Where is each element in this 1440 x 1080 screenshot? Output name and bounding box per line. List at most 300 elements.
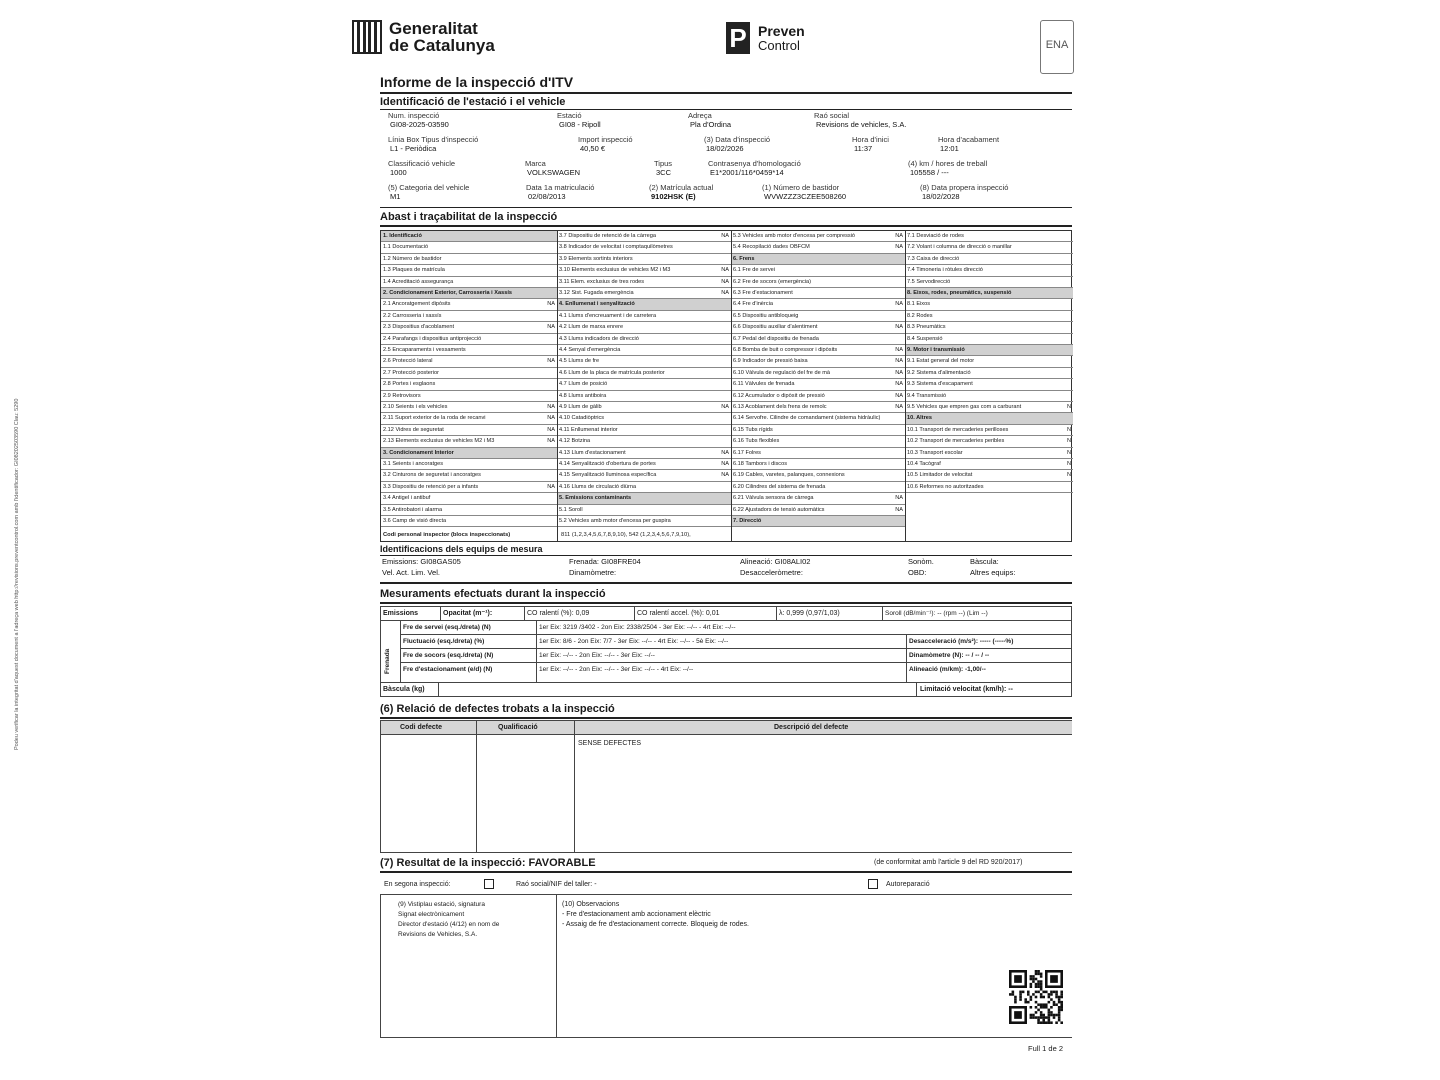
measurements-table (380, 606, 1072, 698)
generalitat-emblem-icon (352, 20, 382, 54)
qr-module (1040, 1016, 1043, 1019)
qr-module (1060, 1003, 1063, 1006)
co-accel-field: CO ralentí accel. (%): 0,01 (637, 610, 720, 617)
scope-item-label: 10.1 Transport de mercaderies perilloses (907, 426, 1009, 433)
inspector-code-row (380, 530, 1072, 542)
scope-item-na: NA (547, 426, 555, 433)
scope-item (731, 459, 905, 470)
taller-label: Raó social/NIF del taller: - (516, 881, 597, 888)
scope-item (381, 322, 557, 333)
scope-item-label: 6.1 Fre de servei (733, 267, 775, 274)
qr-module (1019, 993, 1022, 996)
scope-item-na: NA (547, 438, 555, 445)
scope-item (731, 322, 905, 333)
qr-module (1019, 998, 1022, 1001)
qr-module (1040, 1003, 1043, 1006)
equip-field: Emissions: GI08GAS05 (382, 557, 461, 566)
scope-item-label: 4.7 Llum de posició (559, 381, 608, 388)
scope-item (731, 413, 905, 424)
scope-item (731, 391, 905, 402)
scope-item (731, 425, 905, 436)
scope-item-label: 9.4 Transmissió (907, 392, 947, 399)
scope-item-label: 7.2 Volant i columna de direcció o manillar (907, 244, 1012, 251)
scope-item-label: 3.6 Camp de visió directa (383, 518, 447, 524)
qr-module (1035, 985, 1038, 988)
scope-item-label: 6.4 Fre d'inèrcia (733, 301, 773, 308)
ident-label: Hora d'inici (852, 135, 889, 144)
scope-item (905, 436, 1073, 447)
qr-module (1030, 1006, 1033, 1009)
ident-value: M1 (390, 192, 401, 201)
scope-item (557, 277, 731, 288)
qr-module (1012, 991, 1015, 994)
qr-module (1014, 996, 1017, 999)
qr-module (1045, 1016, 1048, 1019)
ident-value: 11:37 (854, 144, 873, 153)
autoreparacio-label: Autoreparació (886, 881, 930, 888)
scope-item (381, 265, 557, 276)
qr-module (1058, 1014, 1061, 1017)
scope-item-na: N (1066, 404, 1071, 410)
qr-module (1048, 1021, 1051, 1024)
signature-observations (380, 894, 1072, 1038)
qr-module (1040, 996, 1043, 999)
scope-section-header (731, 254, 905, 265)
qr-module (1048, 1009, 1051, 1012)
scope-column-divider (731, 231, 732, 541)
scope-item-label: 6.3 Fre d'estacionament (733, 290, 793, 296)
qr-module (1042, 1016, 1045, 1019)
scope-item (557, 311, 731, 322)
scope-item-label: 3.5 Antirobatori i alarma (383, 506, 443, 513)
ident-value: 105558 / --- (910, 168, 949, 177)
scope-item (731, 265, 905, 276)
scope-item-label: 4.4 Senyal d'emergència (559, 347, 621, 353)
scope-item (557, 459, 731, 470)
qr-module (1009, 993, 1012, 996)
soroll-field: Soroll (dB/min⁻¹): -- (rpm --) (Lim --) (885, 610, 988, 617)
qr-module (1042, 996, 1045, 999)
scope-item-label: 2.8 Portes i esglaons (383, 381, 436, 388)
scope-item (905, 322, 1073, 333)
scope-item-label: 8.4 Suspensió (907, 335, 943, 342)
scope-item-label: 2.12 Vidres de seguretat (383, 426, 444, 433)
scope-item-label: 6.12 Acumulador o dipòsit de pressió (733, 392, 825, 399)
scope-item-label: 4.12 Botzina (559, 438, 591, 445)
qr-module (1030, 1014, 1033, 1017)
scope-item-label: 3.3 Dispositiu de retenció per a infants (383, 483, 479, 490)
qr-module (1042, 1019, 1045, 1022)
frenada-row-label: Fre d'estacionament (e/d) (N) (403, 666, 493, 673)
qr-module (1035, 1016, 1038, 1019)
qr-module (1050, 1006, 1053, 1009)
qr-module (1045, 1003, 1048, 1006)
report-title: Informe de la inspecció d'ITV (380, 74, 574, 90)
scope-item-na: NA (895, 495, 903, 502)
scope-item-label: 2.13 Elements exclusius de vehicles M2 i M3 (383, 438, 495, 445)
measurement-right-field: Alineació (m/km): -1,00/-- (909, 666, 986, 673)
vistiplau-line: Signat electrònicament (398, 911, 465, 918)
scope-section-header (381, 448, 557, 459)
ident-value: 12:01 (940, 144, 959, 153)
equips-bottom-rule (380, 582, 1072, 584)
qr-module (1060, 1009, 1063, 1012)
qr-module (1045, 1021, 1048, 1024)
scope-item (557, 516, 731, 527)
scope-item-na: N (1066, 449, 1071, 456)
qr-module (1035, 1001, 1038, 1004)
scope-item-label: 6.17 Folres (733, 449, 761, 456)
title-rule (380, 92, 1072, 94)
scope-item-na: NA (721, 233, 729, 239)
scope-item-na: NA (547, 358, 555, 365)
scope-item-label: 7. Direcció (733, 518, 762, 524)
scope-item-label: 8. Eixos, rodes, pneumàtics, suspensió (907, 290, 1012, 296)
scope-item (381, 436, 557, 447)
scope-item-label: 9.1 Estat general del motor (907, 358, 975, 365)
scope-item (557, 436, 731, 447)
scope-item-label: 4.6 Llum de la placa de matrícula posterior (559, 369, 665, 376)
scope-item-label: 4.3 Llums indicadors de direcció (559, 335, 639, 342)
scope-item (381, 311, 557, 322)
scope-item-label: 4. Enllumenat i senyalització (559, 301, 635, 308)
scope-item-label: 1.4 Acreditació assegurança (383, 278, 454, 285)
ident-label: (4) km / hores de treball (908, 159, 988, 168)
qr-module (1014, 975, 1022, 983)
ident-value: GI08 - Ripoll (559, 120, 601, 129)
scope-item (381, 505, 557, 516)
scope-item-na: NA (547, 324, 555, 331)
scope-item-label: 6.11 Vàlvules de frenada (733, 381, 795, 388)
qr-module (1055, 1021, 1058, 1024)
scope-item-label: 10. Altres (907, 415, 932, 422)
qr-module (1032, 993, 1035, 996)
qr-module (1055, 1014, 1058, 1017)
ident-label: Contrasenya d'homologació (708, 159, 801, 168)
scope-item (731, 448, 905, 459)
scope-item-label: 1. Identificació (383, 233, 422, 239)
scope-item (381, 254, 557, 265)
scope-item (905, 391, 1073, 402)
qr-module (1055, 996, 1058, 999)
scope-item-label: 3.8 Indicador de velocitat i comptaquilòmetres (559, 244, 673, 251)
scope-item (557, 379, 731, 390)
qr-module (1042, 1021, 1045, 1024)
scope-item (381, 277, 557, 288)
ident-value: 18/02/2028 (922, 192, 960, 201)
qr-module (1042, 991, 1045, 994)
scope-item (731, 505, 905, 516)
scope-column (731, 231, 905, 541)
qr-module (1040, 983, 1043, 986)
scope-item-label: 6.13 Acoblament dels frens de remolc (733, 404, 827, 410)
qr-module (1048, 1001, 1051, 1004)
scope-item (557, 413, 731, 424)
qr-module (1060, 991, 1063, 994)
inspector-code-label: Codi personal inspector (blocs inspeccionats) (383, 532, 511, 538)
observations-heading: (10) Observacions (562, 901, 620, 908)
frenada-row-value: 1er Eix: 3219 /3402 - 2on Eix: 2338/2504 - 3er Eix: --/-- - 4rt Eix: --/-- (539, 624, 736, 631)
scope-item (905, 379, 1073, 390)
ident-value: 9102HSK (E) (651, 192, 696, 201)
scope-item-na: N (1066, 426, 1071, 433)
scope-item-label: 6.16 Tubs flexibles (733, 438, 780, 445)
qr-module (1060, 1021, 1063, 1024)
scope-item-label: 7.5 Servodirecció (907, 278, 951, 285)
equips-rule (380, 555, 1072, 556)
scope-item (381, 516, 557, 527)
qr-module (1019, 996, 1022, 999)
scope-item (557, 368, 731, 379)
scope-item-label: 3.11 Elem. exclusius de tres rodes (559, 278, 645, 285)
segona-inspeccio-label: En segona inspecció: (384, 881, 451, 888)
scope-item-label: 10.6 Reformes no autoritzades (907, 483, 984, 490)
scope-section-header (731, 516, 905, 527)
frenada-row-label: Fre de socors (esq./dreta) (N) (403, 652, 494, 659)
qr-module (1050, 991, 1053, 994)
scope-item-label: 2.6 Protecció lateral (383, 358, 433, 365)
autoreparacio-checkbox[interactable] (868, 879, 878, 889)
verification-side-text: Podeu verificar la integritat d'aquest document a l'adreça web http://revisions.preventcontrol.com amb l'identificador: GI08202503590 Clau: 5290 (14, 398, 20, 750)
qr-module (1027, 1001, 1030, 1004)
qr-module (1055, 1003, 1058, 1006)
scope-item (905, 482, 1073, 493)
qr-module (1040, 975, 1043, 978)
scope-item (381, 425, 557, 436)
scope-item (731, 334, 905, 345)
frenada-row-value: 1er Eix: --/-- - 2on Eix: --/-- - 3er Eix: --/-- (539, 652, 655, 659)
scope-item-label: 6.18 Tambors i discos (733, 461, 787, 467)
scope-item-na: NA (895, 404, 903, 410)
ident-label: Classificació vehicle (388, 159, 456, 168)
qr-module (1037, 1019, 1040, 1022)
qr-module (1050, 975, 1058, 983)
scope-item-label: 5.2 Vehicles amb motor d'encesa per guspira (559, 518, 671, 524)
scope-item-label: 6.21 Vàlvula sensora de càrrega (733, 495, 814, 502)
ident-label: Línia Box Tipus d'inspecció (388, 135, 479, 144)
scope-item (557, 345, 731, 356)
scope-column-divider (905, 231, 906, 541)
qr-module (1053, 1003, 1056, 1006)
scope-item (905, 334, 1073, 345)
scope-item-label: 9. Motor i transmissió (907, 347, 965, 353)
scope-item (905, 402, 1073, 413)
scope-item-label: 2.4 Parafangs i dispositius antiprojecció (383, 335, 482, 342)
preventcontrol-logo (726, 22, 805, 54)
scope-item-label: 6.9 Indicador de pressió baixa (733, 358, 808, 365)
scope-item (557, 334, 731, 345)
scope-item (731, 402, 905, 413)
frenada-side-label: Frenada (384, 648, 391, 674)
scope-item (557, 265, 731, 276)
scope-item (557, 482, 731, 493)
ident-label: Import inspecció (578, 135, 633, 144)
qr-module (1037, 983, 1040, 986)
qr-module (1053, 991, 1056, 994)
qr-module (1035, 973, 1038, 976)
defect-description-entry: SENSE DEFECTES (578, 740, 642, 747)
measurement-right-field: Desacceleració (m/s²): ----- (-----%) (909, 638, 1014, 645)
scope-section-header (905, 413, 1073, 424)
scope-item (905, 242, 1073, 253)
scope-item (905, 299, 1073, 310)
scope-item (381, 379, 557, 390)
qr-module (1040, 973, 1043, 976)
scope-item (731, 345, 905, 356)
ident-rule (380, 109, 1072, 110)
scope-item-na: N (1066, 461, 1071, 467)
scope-item (905, 368, 1073, 379)
scope-item (381, 402, 557, 413)
ident-label: Hora d'acabament (938, 135, 1000, 144)
scope-column (557, 231, 731, 541)
scope-item-label: 3.10 Elements exclusius de vehicles M2 i M3 (559, 267, 671, 274)
qr-module (1045, 991, 1048, 994)
vistiplau-block (398, 900, 499, 940)
ident-value: VOLKSWAGEN (527, 168, 581, 177)
scope-column-divider (557, 231, 558, 541)
qr-module (1014, 1011, 1022, 1019)
scope-item-na: NA (547, 301, 555, 308)
scope-item-label: 4.8 Llums antiboira (559, 392, 607, 399)
scope-item (557, 391, 731, 402)
scope-item (381, 482, 557, 493)
abast-rule (380, 225, 1072, 227)
equip-field: Sonòm. (908, 557, 934, 566)
scope-section-header (381, 288, 557, 299)
scope-item-label: 6.8 Bomba de buit o compressor i dipòsits (733, 347, 838, 353)
ident-label: (1) Número de bastidor (762, 183, 840, 192)
scope-item-label: 6.14 Servofre. Cilindre de comandament (sistema hidràulic) (733, 415, 881, 422)
scope-item-label: 3.7 Dispositiu de retenció de la càrrega (559, 233, 657, 239)
ident-label: Num. inspecció (388, 111, 440, 120)
opacitat-field: Opacitat (m⁻¹): (443, 610, 493, 617)
qr-module (1050, 998, 1053, 1001)
scope-item (905, 231, 1073, 242)
qr-code-icon (1009, 970, 1063, 1024)
scope-item (557, 356, 731, 367)
scope-item (381, 459, 557, 470)
observation-line: - Assaig de fre d'estacionament correcte. Bloqueig de rodes. (562, 921, 749, 928)
scope-item (731, 368, 905, 379)
scope-item-na: NA (895, 358, 903, 365)
scope-item (905, 425, 1073, 436)
scope-item-na: NA (547, 404, 555, 410)
scope-item (731, 311, 905, 322)
scope-item-label: 6.15 Tubs rígids (733, 426, 773, 433)
generalitat-logo (352, 20, 495, 54)
qr-module (1030, 975, 1033, 978)
qr-module (1035, 970, 1038, 973)
qr-module (1037, 970, 1040, 973)
qr-module (1030, 978, 1033, 981)
qr-module (1040, 1011, 1043, 1014)
qr-module (1048, 1011, 1051, 1014)
generalitat-line1: Generalitat (389, 19, 478, 38)
scope-item-label: 2.1 Ancoratgement dipòsits (383, 301, 451, 308)
scope-item (557, 231, 731, 242)
scope-item-label: 10.2 Transport de mercaderies peribles (907, 438, 1005, 445)
qr-module (1022, 991, 1025, 994)
scope-item-label: 9.3 Sistema d'escapament (907, 381, 973, 388)
ident-value: Revisions de vehicles, S.A. (816, 120, 907, 129)
qr-module (1048, 996, 1051, 999)
scope-item (381, 493, 557, 504)
qr-module (1048, 1014, 1051, 1017)
scope-item (731, 493, 905, 504)
qr-module (1027, 991, 1030, 994)
vistiplau-line: Revisions de Vehicles, S.A. (398, 931, 478, 938)
ident-label: (5) Categoria del vehicle (388, 183, 470, 192)
scope-item-na: NA (895, 381, 903, 388)
scope-item-label: 4.1 Llums d'encreuament i de carretera (559, 312, 657, 319)
scope-item-na: NA (721, 267, 729, 274)
scope-item-label: 6.6 Dispositiu auxiliar d'alentiment (733, 324, 818, 331)
ident-label: Tipus (654, 159, 673, 168)
qr-module (1030, 983, 1033, 986)
scope-item (381, 368, 557, 379)
inspection-scope-grid (380, 230, 1072, 542)
lambda-field: λ: 0,999 (0,97/1,03) (779, 610, 840, 617)
scope-item-label: 7.4 Timoneria i ròtules direcció (907, 267, 983, 274)
qr-module (1019, 991, 1022, 994)
scope-item (731, 379, 905, 390)
ident-value: E1*2001/116*0459*14 (710, 168, 784, 177)
qr-module (1060, 993, 1063, 996)
scope-item (381, 345, 557, 356)
qr-module (1060, 1006, 1063, 1009)
scope-item-label: 4.15 Senyalització lluminosa específica (559, 472, 657, 479)
qr-module (1058, 1009, 1061, 1012)
equip-field: Vel. Act. Lim. Vel. (382, 568, 440, 577)
qr-module (1058, 1006, 1061, 1009)
inspector-code-value: 811 (1,2,3,4,5,6,7,8,9,10), 542 (1,2,3,4,5,6,7,9,10), (561, 532, 691, 538)
ident-value: 3CC (656, 168, 672, 177)
defectes-rule (380, 717, 1072, 719)
scope-item-label: 3.12 Sist. Fugada emergència (559, 290, 634, 296)
scope-item-na: NA (895, 301, 903, 308)
qr-module (1055, 993, 1058, 996)
qualification-header: Qualificació (498, 724, 538, 731)
scope-item-na: NA (895, 347, 903, 353)
qr-module (1048, 993, 1051, 996)
scope-item-na: NA (721, 290, 729, 296)
qr-module (1053, 1014, 1056, 1017)
scope-item (731, 482, 905, 493)
qr-module (1037, 985, 1040, 988)
qr-module (1050, 1014, 1053, 1017)
scope-item-label: 10.5 Limitador de velocitat (907, 472, 973, 479)
segona-inspeccio-checkbox[interactable] (484, 879, 494, 889)
ident-bottom-rule (380, 207, 1072, 208)
scope-section-header (905, 288, 1073, 299)
qr-module (1040, 985, 1043, 988)
bascula-field: Bàscula (kg) (383, 686, 425, 693)
ident-label: Data 1a matriculació (526, 183, 595, 192)
equip-field: Bàscula: (970, 557, 999, 566)
scope-item-label: 3.1 Seients i ancoratges (383, 461, 444, 467)
qr-module (1058, 1001, 1061, 1004)
scope-item (557, 254, 731, 265)
scope-item-label: 4.13 Llum d'estacionament (559, 449, 626, 456)
qr-module (1037, 1009, 1040, 1012)
scope-item-label: 6.22 Ajustadors de tensió automàtics (733, 506, 825, 513)
qr-module (1030, 1016, 1033, 1019)
scope-item-label: 5. Emissions contaminants (559, 495, 632, 502)
equip-field: Alineació: GI08ALI02 (740, 557, 811, 566)
qr-module (1035, 991, 1038, 994)
scope-item-na: NA (895, 369, 903, 376)
